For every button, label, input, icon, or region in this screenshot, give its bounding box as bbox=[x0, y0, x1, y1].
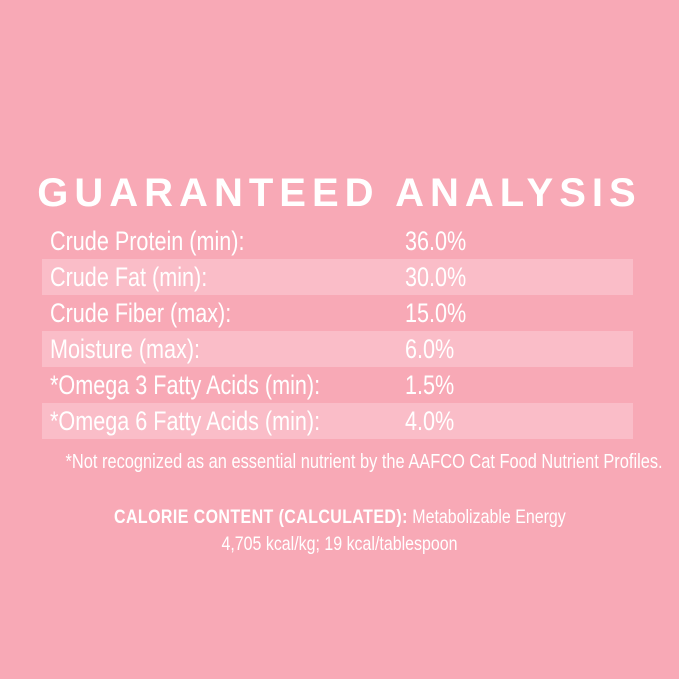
table-row bbox=[42, 223, 633, 259]
nutrient-label: Crude Protein (min): bbox=[50, 225, 245, 256]
footnote-text: *Not recognized as an essential nutrient by the AAFCO Cat Food Nutrient Profiles. bbox=[65, 451, 663, 473]
nutrient-value: 36.0% bbox=[405, 225, 467, 256]
calorie-values: 4,705 kcal/kg; 19 kcal/tablespoon bbox=[221, 534, 458, 555]
nutrient-value: 4.0% bbox=[405, 405, 455, 436]
nutrient-label: Crude Fiber (max): bbox=[50, 297, 232, 328]
nutrient-value: 15.0% bbox=[405, 297, 467, 328]
nutrient-label: Moisture (max): bbox=[50, 333, 201, 364]
guaranteed-analysis-table bbox=[42, 223, 633, 439]
table-row bbox=[42, 295, 633, 331]
calorie-description: Metabolizable Energy bbox=[411, 507, 566, 528]
nutrient-label: Crude Fat (min): bbox=[50, 261, 208, 292]
calorie-content bbox=[0, 504, 679, 558]
table-row bbox=[42, 331, 633, 367]
table-row bbox=[42, 259, 633, 295]
calorie-line-2 bbox=[0, 531, 679, 558]
footnote bbox=[0, 451, 679, 474]
page-title: GUARANTEED ANALYSIS bbox=[37, 171, 642, 215]
nutrient-label: *Omega 6 Fatty Acids (min): bbox=[50, 405, 321, 436]
table-row bbox=[42, 367, 633, 403]
calorie-line-1 bbox=[0, 504, 679, 531]
nutrient-value: 6.0% bbox=[405, 333, 455, 364]
nutrient-value: 1.5% bbox=[405, 369, 455, 400]
calorie-heading: CALORIE CONTENT (CALCULATED): bbox=[113, 507, 408, 528]
table-row bbox=[42, 403, 633, 439]
nutrient-value: 30.0% bbox=[405, 261, 467, 292]
nutrient-label: *Omega 3 Fatty Acids (min): bbox=[50, 369, 321, 400]
